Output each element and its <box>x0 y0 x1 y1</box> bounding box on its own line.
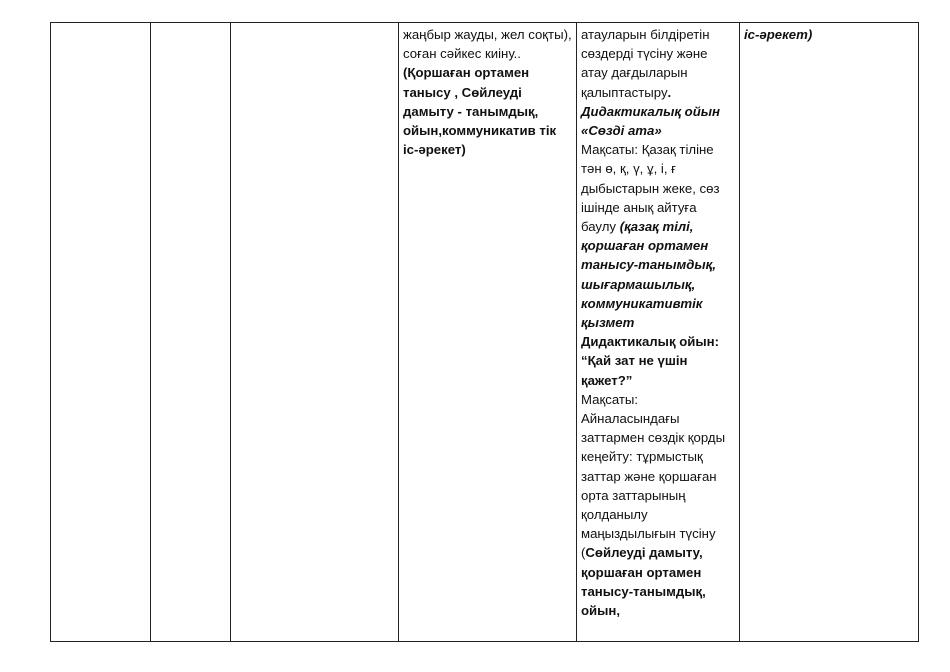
table-cell-col6 <box>740 23 919 642</box>
schedule-table <box>50 22 919 642</box>
cell-text-col5-p3 <box>581 390 735 620</box>
text-run: атауларын білдіретін сөздерді түсіну және атау дағдыларын қалыптастыру <box>581 27 710 100</box>
text-run-bold: . <box>667 84 672 100</box>
text-run-bold-italic: (қазақ тілі, қоршаған ортамен танысу-танымдық, шығармашылық, коммуникативтік қызмет <box>581 219 716 331</box>
cell-text-col5-game-title-1: Дидактикалық ойын «Сөзді ата» <box>581 103 721 139</box>
table-cell-col3 <box>231 23 399 642</box>
table-cell-col4 <box>399 23 577 642</box>
cell-text-col4 <box>403 25 572 159</box>
text-run: жаңбыр жауды, жел соқты), соған сәйкес киіну.. <box>403 27 572 62</box>
text-run: Мақсаты: Айналасындағы заттармен сөздік қорды кеңейту: тұрмыстық заттар және қоршаған орта заттарының қолданылу маңыздылығын түсіну ( <box>581 391 726 561</box>
table-row <box>51 23 919 642</box>
table-cell-col5 <box>577 23 740 642</box>
table-cell-col1 <box>51 23 151 642</box>
cell-text-col5-p1 <box>581 25 735 102</box>
cell-text-col5-game-title-2: Дидактикалық ойын: “Қай зат не үшін қажет?” <box>581 334 719 388</box>
cell-text-col6: іс-әрекет) <box>744 27 813 42</box>
cell-text-col5-p2 <box>581 140 735 332</box>
text-run-bold: (Қоршаған ортамен танысу , Сөйлеуді дамыту - танымдық, ойын,коммуникатив тік іс-әрекет) <box>403 65 557 158</box>
table-cell-col2 <box>151 23 231 642</box>
text-run-bold: Сөйлеуді дамыту, қоршаған ортамен танысу-танымдық, ойын, <box>581 545 706 619</box>
text-run: Мақсаты: Қазақ тіліне тән ө, қ, ү, ұ, і, ғ дыбыстарын жеке, сөз ішінде анық айтуға баулу <box>581 142 720 235</box>
